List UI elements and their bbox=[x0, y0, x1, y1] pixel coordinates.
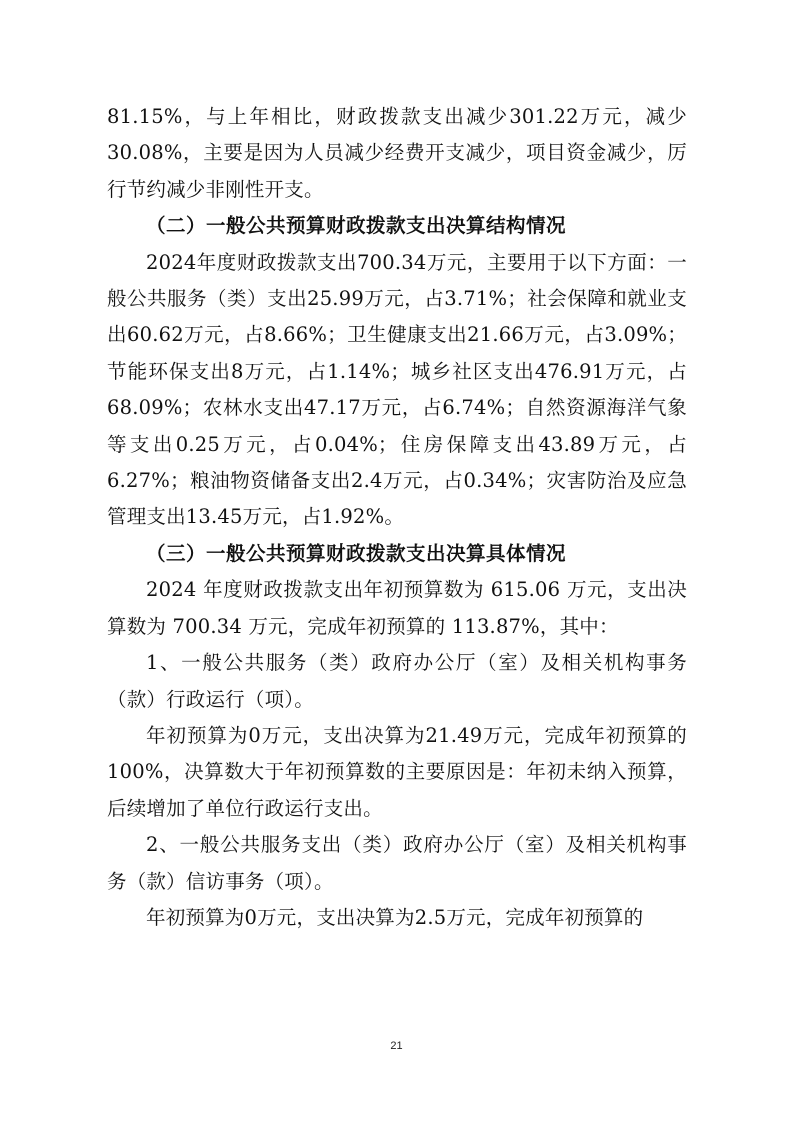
paragraph-item-2-detail: 年初预算为0万元，支出决算为2.5万元，完成年初预算的 bbox=[146, 905, 644, 929]
page-number: 21 bbox=[390, 1040, 403, 1052]
paragraph-expenditure-change: 81.15%，与上年相比，财政拨款支出减少301.22万元，减少30.08%，主要是因为人员减少经费开支减少，项目资金减少，厉行节约减少非刚性开支。 bbox=[107, 105, 687, 201]
document-body bbox=[107, 99, 687, 936]
paragraph-expenditure-structure: 2024年度财政拨款支出700.34万元，主要用于以下方面：一般公共服务（类）支出25.99万元，占3.71%；社会保障和就业支出60.62万元，占8.66%；卫生健康支出21.66万元，占3.09%；节能环保支出8万元，占1.14%；城乡社区支出476.91万元，占68.09%；农林水支出47.17万元，占6.74%；自然资源海洋气象等支出0.25万元，占0.04%；住房保障支出43.89万元，占6.27%；粮油物资储备支出2.4万元，占0.34%；灾害防治及应急管理支出13.45万元，占1.92%。 bbox=[107, 250, 687, 529]
paragraph-budget-summary: 2024 年度财政拨款支出年初预算数为 615.06 万元，支出决算数为 700.34 万元，完成年初预算的 113.87%，其中： bbox=[107, 578, 687, 638]
paragraph-item-2-title: 2、一般公共服务支出（类）政府办公厅（室）及相关机构事务（款）信访事务（项）。 bbox=[107, 833, 687, 893]
section-heading-details: （三）一般公共预算财政拨款支出决算具体情况 bbox=[146, 541, 567, 565]
section-heading-structure: （二）一般公共预算财政拨款支出决算结构情况 bbox=[146, 214, 567, 238]
paragraph-item-1-title: 1、一般公共服务（类）政府办公厅（室）及相关机构事务（款）行政运行（项）。 bbox=[107, 651, 687, 711]
paragraph-item-1-detail: 年初预算为0万元，支出决算为21.49万元，完成年初预算的100%，决算数大于年初预算数的主要原因是：年初未纳入预算，后续增加了单位行政运行支出。 bbox=[107, 723, 687, 820]
